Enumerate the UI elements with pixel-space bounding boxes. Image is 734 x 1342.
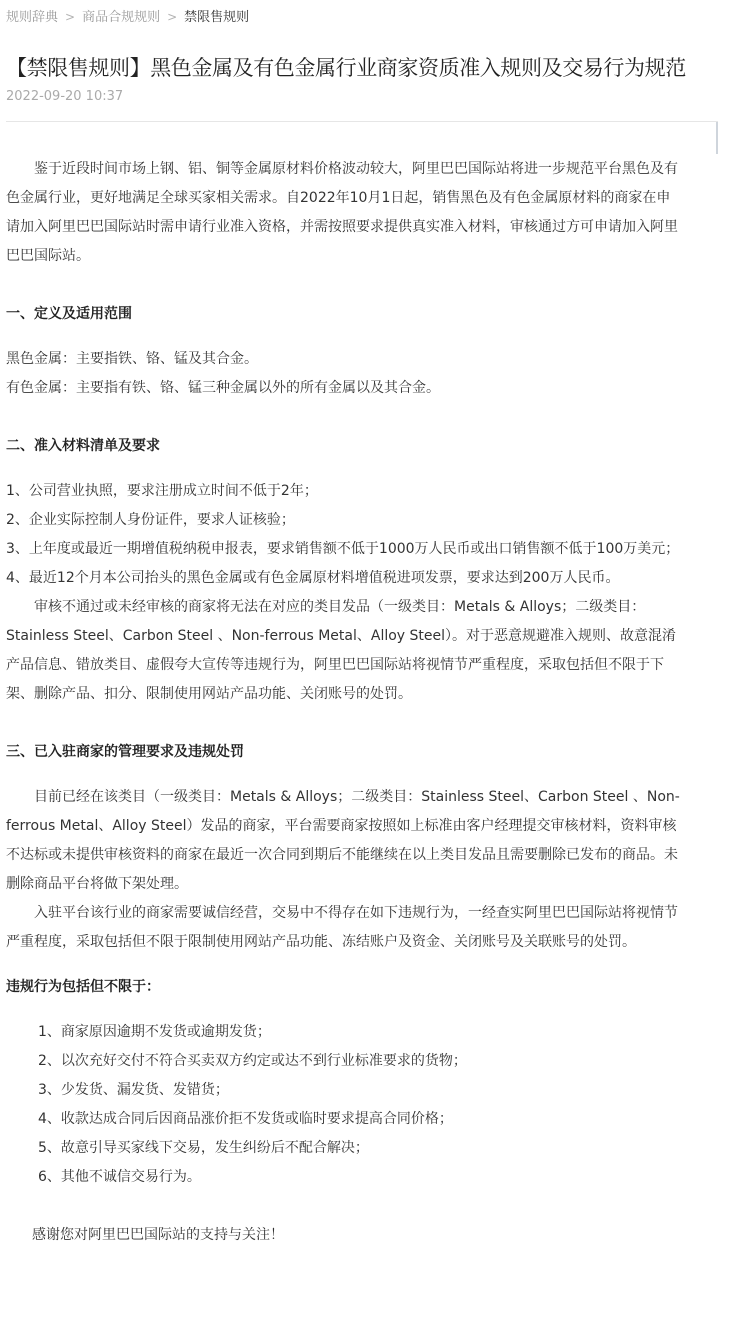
section-heading-materials: 二、准入材料清单及要求 [6, 438, 160, 454]
intro-paragraph: 鉴于近段时间市场上钢、铝、铜等金属原材料价格波动较大，阿里巴巴国际站将进一步规范平台黑色及有色金属行业，更好地满足全球买家相关需求。自2022年10月1日起，销售黑色及有色金属原材料的商家在申请加入阿里巴巴国际站时需申请行业准入资格，并需按照要求提供真实准入材料，审核通过方可申请加入阿里巴巴国际站。 [6, 161, 678, 264]
review-penalty-paragraph: 审核不通过或未经审核的商家将无法在对应的类目发品（一级类目：Metals & Alloys；二级类目：Stainless Steel、Carbon Steel 、Non-ferrous Metal、Alloy Steel）。对于恶意规避准入规则、故意混淆产品信息、错放类目、虚假夸大宣传等违规行为，阿里巴巴国际站将视情节严重程度，采取包括但不限于下架、删除产品、扣分、限制使用网站产品功能、关闭账号的处罚。 [6, 599, 677, 702]
violation-item-1: 1、商家原因逾期不发货或逾期发货； [38, 1024, 271, 1040]
violation-item-3: 3、少发货、漏发货、发错货； [38, 1082, 229, 1098]
section-heading-management: 三、已入驻商家的管理要求及违规处罚 [6, 744, 244, 760]
breadcrumb-separator: > [65, 10, 76, 24]
breadcrumb-separator: > [167, 10, 178, 24]
integrity-paragraph: 入驻平台该行业的商家需要诚信经营，交易中不得存在如下违规行为，一经查实阿里巴巴国际站将视情节严重程度，采取包括但不限于限制使用网站产品功能、冻结账户及资金、关闭账号及关联账号的处罚。 [6, 905, 678, 950]
violation-item-4: 4、收款达成合同后因商品涨价拒不发货或临时要求提高合同价格； [38, 1111, 453, 1127]
breadcrumb-link-product-compliance[interactable]: 商品合规规则 [82, 10, 161, 25]
material-item-4: 4、最近12个月本公司抬头的黑色金属或有色金属原材料增值税进项发票，要求达到200万人民币。 [6, 570, 620, 586]
definition-nonferrous: 有色金属：主要指有铁、铬、锰三种金属以外的所有金属以及其合金。 [6, 380, 440, 396]
closing-thanks: 感谢您对阿里巴巴国际站的支持与关注！ [32, 1227, 284, 1243]
material-item-1: 1、公司营业执照，要求注册成立时间不低于2年； [6, 483, 318, 499]
violation-item-5: 5、故意引导买家线下交易，发生纠纷后不配合解决； [38, 1140, 369, 1156]
article-date: 2022-09-20 10:37 [6, 89, 124, 104]
material-item-3: 3、上年度或最近一期增值税纳税申报表，要求销售额不低于1000万人民币或出口销售额不低于100万美元； [6, 541, 680, 557]
title-divider [6, 121, 718, 122]
breadcrumb-current: 禁限售规则 [184, 10, 250, 25]
article-title: 【禁限售规则】黑色金属及有色金属行业商家资质准入规则及交易行为规范 [6, 56, 686, 80]
definition-ferrous: 黑色金属：主要指铁、铬、锰及其合金。 [6, 351, 258, 367]
breadcrumb-link-rules-dictionary[interactable]: 规则辞典 [6, 10, 59, 25]
material-item-2: 2、企业实际控制人身份证件，要求人证核验； [6, 512, 295, 528]
existing-merchants-paragraph: 目前已经在该类目（一级类目：Metals & Alloys；二级类目：Stainless Steel、Carbon Steel 、Non-ferrous Metal、Alloy Steel）发品的商家，平台需要商家按照如上标准由客户经理提交审核材料，资料审核不达标或未提供审核资料的商家在最近一次合同到期后不能继续在以上类目发品且需要删除已发布的商品。未删除商品平台将做下架处理。 [6, 789, 680, 892]
violation-item-2: 2、以次充好交付不符合买卖双方约定或达不到行业标准要求的货物； [38, 1053, 467, 1069]
violation-item-6: 6、其他不诚信交易行为。 [38, 1169, 201, 1185]
breadcrumb [6, 6, 249, 26]
violations-heading: 违规行为包括但不限于： [6, 979, 160, 995]
scrollbar-thumb[interactable] [716, 122, 718, 154]
article-body [6, 155, 682, 1250]
section-heading-definitions: 一、定义及适用范围 [6, 306, 132, 322]
